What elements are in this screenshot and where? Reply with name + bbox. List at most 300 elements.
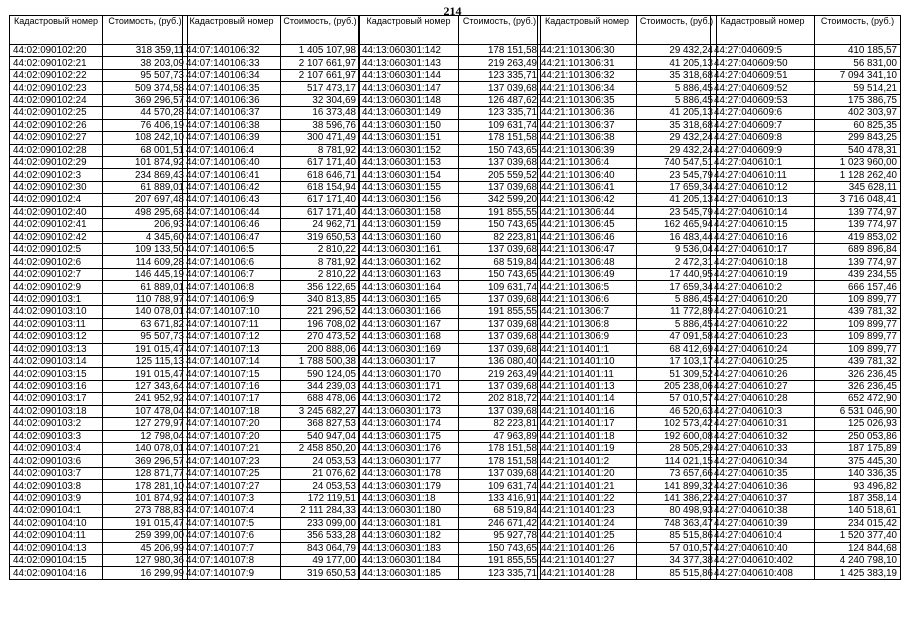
- cost-cell: 207 697,48: [103, 194, 188, 206]
- cadastral-number-cell: 44:02:090103:15: [10, 368, 103, 380]
- table-row: [359, 554, 541, 566]
- table-row: [359, 530, 541, 542]
- cost-cell: 234 015,42: [815, 517, 901, 529]
- table-row: [10, 69, 188, 81]
- table-row: [538, 455, 717, 467]
- cost-cell: 24 053,53: [281, 455, 360, 467]
- cost-cell: 61 889,01: [103, 281, 188, 293]
- cadastral-number-cell: 44:07:140107:9: [183, 567, 281, 579]
- cadastral-number-cell: 44:21:101306:47: [538, 244, 637, 256]
- cadastral-number-cell: 44:21:101401:17: [538, 418, 637, 430]
- cadastral-number-cell: 44:07:140106:47: [183, 231, 281, 243]
- cost-cell: 356 533,28: [281, 530, 360, 542]
- table-row: [711, 107, 901, 119]
- cost-cell: 41 205,13: [637, 194, 717, 206]
- cost-cell: 326 236,45: [815, 368, 901, 380]
- cost-cell: 85 515,86: [637, 530, 717, 542]
- table-row: [183, 455, 360, 467]
- cadastral-number-cell: 44:02:090102:20: [10, 45, 103, 57]
- cadastral-number-cell: 44:13:060301:174: [359, 418, 459, 430]
- table-row: [359, 231, 541, 243]
- table-row: [10, 418, 188, 430]
- cadastral-number-cell: 44:13:060301:180: [359, 505, 459, 517]
- cost-cell: 139 774,97: [815, 206, 901, 218]
- cadastral-number-cell: 44:02:090102:24: [10, 94, 103, 106]
- cost-cell: 326 236,45: [815, 380, 901, 392]
- cadastral-number-cell: 44:02:090104:1: [10, 505, 103, 517]
- cost-cell: 540 947,04: [281, 430, 360, 442]
- cost-cell: 205 238,06: [637, 380, 717, 392]
- cost-cell: 196 708,02: [281, 318, 360, 330]
- cost-cell: 187 175,89: [815, 443, 901, 455]
- cost-cell: 82 223,81: [459, 231, 541, 243]
- cadastral-number-cell: 44:07:140107:16: [183, 380, 281, 392]
- cost-cell: 114 609,28: [103, 256, 188, 268]
- cadastral-number-cell: 44:27:040609:50: [711, 57, 815, 69]
- table-row: [10, 281, 188, 293]
- cadastral-number-cell: 44:13:060301:167: [359, 318, 459, 330]
- cadastral-number-cell: 44:02:090102:29: [10, 156, 103, 168]
- cadastral-number-cell: 44:02:090103:12: [10, 331, 103, 343]
- table-row: [711, 94, 901, 106]
- cadastral-number-cell: 44:27:040610:25: [711, 355, 815, 367]
- table-row: [359, 418, 541, 430]
- cadastral-number-cell: 44:13:060301:168: [359, 331, 459, 343]
- cost-cell: 12 798,04: [103, 430, 188, 442]
- cost-cell: 162 465,94: [637, 219, 717, 231]
- cost-cell: 17 659,34: [637, 281, 717, 293]
- table-row: [10, 343, 188, 355]
- cost-cell: 340 813,85: [281, 293, 360, 305]
- cost-cell: 259 399,00: [103, 530, 188, 542]
- cadastral-number-cell: 44:07:140106:42: [183, 181, 281, 193]
- cadastral-number-cell: 44:07:140107:7: [183, 542, 281, 554]
- table-row: [10, 318, 188, 330]
- cost-cell: 146 445,19: [103, 268, 188, 280]
- table-row: [711, 492, 901, 504]
- cadastral-number-cell: 44:07:140107:13: [183, 343, 281, 355]
- table-row: [538, 156, 717, 168]
- cost-cell: 123 335,71: [459, 567, 541, 579]
- cost-cell: 139 774,97: [815, 256, 901, 268]
- cost-cell: 45 206,99: [103, 542, 188, 554]
- cost-cell: 345 628,11: [815, 181, 901, 193]
- cadastral-number-cell: 44:02:090102:41: [10, 219, 103, 231]
- cost-cell: 3 245 682,27: [281, 405, 360, 417]
- table-row: [538, 318, 717, 330]
- cost-cell: 617 171,40: [281, 194, 360, 206]
- cadastral-number-cell: 44:07:140106:40: [183, 156, 281, 168]
- table-row: [538, 492, 717, 504]
- cadastral-number-cell: 44:21:101306:34: [538, 82, 637, 94]
- table-row: [359, 119, 541, 131]
- table-row: [538, 306, 717, 318]
- table-row: [359, 45, 541, 57]
- table-row: [10, 231, 188, 243]
- table-row: [183, 119, 360, 131]
- cadastral-number-cell: 44:21:101401:20: [538, 467, 637, 479]
- cadastral-number-cell: 44:13:060301:161: [359, 244, 459, 256]
- table-row: [10, 505, 188, 517]
- cost-cell: 140 078,01: [103, 306, 188, 318]
- cost-cell: 16 483,44: [637, 231, 717, 243]
- table-row: [538, 231, 717, 243]
- cadastral-number-cell: 44:27:040610:40: [711, 542, 815, 554]
- table-row: [538, 94, 717, 106]
- cadastral-table-3: [358, 15, 541, 580]
- cost-cell: 11 772,89: [637, 306, 717, 318]
- table-row: [359, 505, 541, 517]
- table-row: [359, 281, 541, 293]
- table-row: [183, 219, 360, 231]
- cost-cell: 150 743,65: [459, 144, 541, 156]
- cadastral-number-cell: 44:27:040610:15: [711, 219, 815, 231]
- cost-cell: 221 296,52: [281, 306, 360, 318]
- cost-cell: 191 855,55: [459, 306, 541, 318]
- cost-cell: 219 263,49: [459, 368, 541, 380]
- cadastral-number-cell: 44:27:040610:33: [711, 443, 815, 455]
- table-row: [183, 144, 360, 156]
- header-cadastral-number: Кадастровый номер: [711, 16, 815, 45]
- cadastral-number-cell: 44:27:040610:34: [711, 455, 815, 467]
- table-row: [183, 256, 360, 268]
- cadastral-number-cell: 44:13:060301:176: [359, 443, 459, 455]
- table-row: [711, 505, 901, 517]
- cadastral-number-cell: 44:21:101401:19: [538, 443, 637, 455]
- table-row: [711, 455, 901, 467]
- cadastral-number-cell: 44:07:140106:5: [183, 244, 281, 256]
- cadastral-number-cell: 44:02:090102:6: [10, 256, 103, 268]
- table-row: [183, 355, 360, 367]
- cadastral-number-cell: 44:07:140107:15: [183, 368, 281, 380]
- cadastral-number-cell: 44:07:140106:44: [183, 206, 281, 218]
- table-row: [359, 293, 541, 305]
- table-row: [10, 107, 188, 119]
- cadastral-number-cell: 44:27:040610:11: [711, 169, 815, 181]
- table-row: [183, 380, 360, 392]
- cadastral-number-cell: 44:27:040610:3: [711, 405, 815, 417]
- cadastral-number-cell: 44:07:140107:20: [183, 418, 281, 430]
- cadastral-number-cell: 44:21:101306:36: [538, 107, 637, 119]
- cost-cell: 35 318,68: [637, 69, 717, 81]
- cost-cell: 137 039,68: [459, 380, 541, 392]
- table-row: [711, 119, 901, 131]
- cost-cell: 17 659,34: [637, 181, 717, 193]
- cost-cell: 748 363,47: [637, 517, 717, 529]
- cadastral-number-cell: 44:13:060301:183: [359, 542, 459, 554]
- cadastral-number-cell: 44:02:090103:2: [10, 418, 103, 430]
- cost-cell: 29 432,24: [637, 132, 717, 144]
- cadastral-number-cell: 44:21:101306:6: [538, 293, 637, 305]
- cadastral-number-cell: 44:07:140106:9: [183, 293, 281, 305]
- cost-cell: 47 963,89: [459, 430, 541, 442]
- table-row: [359, 355, 541, 367]
- table-row: [183, 293, 360, 305]
- cadastral-number-cell: 44:27:040610:18: [711, 256, 815, 268]
- cost-cell: 178 151,58: [459, 132, 541, 144]
- cost-cell: 617 171,40: [281, 156, 360, 168]
- table-row: [359, 169, 541, 181]
- cost-cell: 29 432,24: [637, 144, 717, 156]
- table-row: [10, 380, 188, 392]
- cost-cell: 101 874,92: [103, 492, 188, 504]
- table-row: [711, 480, 901, 492]
- cost-cell: 202 818,72: [459, 393, 541, 405]
- cost-cell: 60 825,35: [815, 119, 901, 131]
- cadastral-number-cell: 44:02:090102:40: [10, 206, 103, 218]
- cost-cell: 109 899,77: [815, 293, 901, 305]
- table-row: [183, 554, 360, 566]
- cadastral-number-cell: 44:13:060301:165: [359, 293, 459, 305]
- cost-cell: 5 886,45: [637, 293, 717, 305]
- cost-cell: 191 015,47: [103, 368, 188, 380]
- table-row: [538, 293, 717, 305]
- table-row: [538, 256, 717, 268]
- cost-cell: 618 646,71: [281, 169, 360, 181]
- cadastral-number-cell: 44:02:090102:22: [10, 69, 103, 81]
- cadastral-number-cell: 44:27:040610:14: [711, 206, 815, 218]
- cadastral-number-cell: 44:27:040609:6: [711, 107, 815, 119]
- cadastral-number-cell: 44:13:060301:170: [359, 368, 459, 380]
- table-row: [538, 467, 717, 479]
- table-row: [10, 467, 188, 479]
- table-row: [10, 331, 188, 343]
- table-row: [538, 542, 717, 554]
- cost-cell: 109 133,50: [103, 244, 188, 256]
- cadastral-number-cell: 44:13:060301:179: [359, 480, 459, 492]
- table-row: [711, 554, 901, 566]
- cadastral-number-cell: 44:07:140106:7: [183, 268, 281, 280]
- cadastral-number-cell: 44:13:060301:160: [359, 231, 459, 243]
- cost-cell: 509 374,58: [103, 82, 188, 94]
- table-row: [359, 132, 541, 144]
- cost-cell: 49 177,00: [281, 554, 360, 566]
- cost-cell: 368 827,53: [281, 418, 360, 430]
- cost-cell: 356 122,65: [281, 281, 360, 293]
- cadastral-number-cell: 44:27:040609:8: [711, 132, 815, 144]
- cost-cell: 344 239,03: [281, 380, 360, 392]
- cadastral-number-cell: 44:21:101401:24: [538, 517, 637, 529]
- table-row: [359, 542, 541, 554]
- cost-cell: 110 788,97: [103, 293, 188, 305]
- table-row: [538, 57, 717, 69]
- table-row: [538, 144, 717, 156]
- cost-cell: 38 596,76: [281, 119, 360, 131]
- cadastral-number-cell: 44:13:060301:158: [359, 206, 459, 218]
- cadastral-number-cell: 44:07:140107:6: [183, 530, 281, 542]
- table-row: [183, 443, 360, 455]
- table-row: [10, 480, 188, 492]
- table-row: [359, 343, 541, 355]
- cadastral-number-cell: 44:02:090103:14: [10, 355, 103, 367]
- cadastral-number-cell: 44:27:040610:402: [711, 554, 815, 566]
- cadastral-number-cell: 44:02:090102:26: [10, 119, 103, 131]
- table-row: [10, 244, 188, 256]
- table-header-row: [538, 16, 717, 45]
- cost-cell: 17 103,17: [637, 355, 717, 367]
- cadastral-number-cell: 44:27:040610:17: [711, 244, 815, 256]
- table-row: [538, 554, 717, 566]
- table-row: [538, 530, 717, 542]
- table-row: [359, 380, 541, 392]
- cadastral-number-cell: 44:21:101306:8: [538, 318, 637, 330]
- cost-cell: 300 471,49: [281, 132, 360, 144]
- cost-cell: 5 886,45: [637, 82, 717, 94]
- cost-cell: 178 281,10: [103, 480, 188, 492]
- cost-cell: 102 573,42: [637, 418, 717, 430]
- cost-cell: 68 519,84: [459, 505, 541, 517]
- cost-cell: 137 039,68: [459, 82, 541, 94]
- table-row: [359, 69, 541, 81]
- cadastral-number-cell: 44:13:060301:143: [359, 57, 459, 69]
- table-row: [711, 194, 901, 206]
- table-row: [711, 567, 901, 579]
- cadastral-number-cell: 44:21:101306:42: [538, 194, 637, 206]
- table-row: [10, 393, 188, 405]
- cadastral-number-cell: 44:02:090103:9: [10, 492, 103, 504]
- cadastral-number-cell: 44:02:090103:13: [10, 343, 103, 355]
- table-row: [711, 82, 901, 94]
- cadastral-number-cell: 44:27:040610:24: [711, 343, 815, 355]
- table-row: [183, 567, 360, 579]
- cadastral-number-cell: 44:02:090104:15: [10, 554, 103, 566]
- cost-cell: 85 515,86: [637, 567, 717, 579]
- cadastral-number-cell: 44:21:101401:2: [538, 455, 637, 467]
- cadastral-number-cell: 44:27:040610:26: [711, 368, 815, 380]
- cadastral-number-cell: 44:27:040609:5: [711, 45, 815, 57]
- cost-cell: 369 296,57: [103, 455, 188, 467]
- table-row: [10, 455, 188, 467]
- cadastral-number-cell: 44:27:040610:4: [711, 530, 815, 542]
- cadastral-number-cell: 44:07:140106:32: [183, 45, 281, 57]
- table-row: [359, 206, 541, 218]
- cadastral-number-cell: 44:21:101306:48: [538, 256, 637, 268]
- table-row: [10, 156, 188, 168]
- cost-cell: 123 335,71: [459, 107, 541, 119]
- cost-cell: 21 076,62: [281, 467, 360, 479]
- table-row: [183, 505, 360, 517]
- table-row: [538, 45, 717, 57]
- cost-cell: 137 039,68: [459, 318, 541, 330]
- cadastral-number-cell: 44:02:090102:42: [10, 231, 103, 243]
- cadastral-number-cell: 44:13:060301:150: [359, 119, 459, 131]
- cadastral-number-cell: 44:27:040609:7: [711, 119, 815, 131]
- cost-cell: 402 303,97: [815, 107, 901, 119]
- cadastral-number-cell: 44:13:060301:175: [359, 430, 459, 442]
- table-row: [538, 405, 717, 417]
- cadastral-number-cell: 44:21:101306:9: [538, 331, 637, 343]
- cost-cell: 61 889,01: [103, 181, 188, 193]
- table-row: [359, 467, 541, 479]
- header-cadastral-number: Кадастровый номер: [183, 16, 281, 45]
- cost-cell: 136 080,40: [459, 355, 541, 367]
- table-row: [183, 45, 360, 57]
- cadastral-number-cell: 44:07:140106:8: [183, 281, 281, 293]
- cadastral-number-cell: 44:07:140106:36: [183, 94, 281, 106]
- table-row: [10, 554, 188, 566]
- cadastral-number-cell: 44:21:101401:1: [538, 343, 637, 355]
- table-row: [538, 517, 717, 529]
- table-row: [711, 181, 901, 193]
- cadastral-number-cell: 44:13:060301:162: [359, 256, 459, 268]
- table-row: [183, 181, 360, 193]
- table-row: [359, 567, 541, 579]
- cadastral-number-cell: 44:02:090103:7: [10, 467, 103, 479]
- table-row: [10, 368, 188, 380]
- table-row: [538, 418, 717, 430]
- table-row: [538, 343, 717, 355]
- table-row: [359, 331, 541, 343]
- cost-cell: 95 927,78: [459, 530, 541, 542]
- cadastral-number-cell: 44:27:040610:12: [711, 181, 815, 193]
- table-row: [711, 331, 901, 343]
- cost-cell: 3 716 048,41: [815, 194, 901, 206]
- cost-cell: 109 899,77: [815, 343, 901, 355]
- cost-cell: 191 855,55: [459, 554, 541, 566]
- cost-cell: 4 240 798,10: [815, 554, 901, 566]
- cadastral-number-cell: 44:21:101306:46: [538, 231, 637, 243]
- cost-cell: 24 962,71: [281, 219, 360, 231]
- table-row: [538, 480, 717, 492]
- cost-cell: 108 242,10: [103, 132, 188, 144]
- cost-cell: 29 432,24: [637, 45, 717, 57]
- cost-cell: 16 299,99: [103, 567, 188, 579]
- cadastral-number-cell: 44:21:101306:40: [538, 169, 637, 181]
- cost-cell: 175 386,75: [815, 94, 901, 106]
- cadastral-number-cell: 44:13:060301:18: [359, 492, 459, 504]
- cost-cell: 140 336,35: [815, 467, 901, 479]
- cost-cell: 123 335,71: [459, 69, 541, 81]
- cadastral-number-cell: 44:02:090103:16: [10, 380, 103, 392]
- cost-cell: 319 650,53: [281, 231, 360, 243]
- cost-cell: 140 518,61: [815, 505, 901, 517]
- cadastral-number-cell: 44:21:101401:18: [538, 430, 637, 442]
- cost-cell: 270 473,52: [281, 331, 360, 343]
- table-row: [711, 355, 901, 367]
- table-row: [10, 567, 188, 579]
- cadastral-number-cell: 44:27:040610:35: [711, 467, 815, 479]
- cadastral-number-cell: 44:02:090103:1: [10, 293, 103, 305]
- cost-cell: 191 015,47: [103, 343, 188, 355]
- table-row: [711, 69, 901, 81]
- cadastral-number-cell: 44:27:040610:37: [711, 492, 815, 504]
- cost-cell: 57 010,57: [637, 393, 717, 405]
- header-cost: Стоимость, (руб.): [103, 16, 188, 45]
- cadastral-number-cell: 44:27:040610:21: [711, 306, 815, 318]
- cost-cell: 114 021,15: [637, 455, 717, 467]
- cost-cell: 219 263,49: [459, 57, 541, 69]
- cost-cell: 192 600,08: [637, 430, 717, 442]
- cadastral-number-cell: 44:13:060301:169: [359, 343, 459, 355]
- table-row: [711, 530, 901, 542]
- cost-cell: 137 039,68: [459, 467, 541, 479]
- cost-cell: 35 318,68: [637, 119, 717, 131]
- cost-cell: 150 743,65: [459, 219, 541, 231]
- cadastral-number-cell: 44:21:101306:39: [538, 144, 637, 156]
- cadastral-number-cell: 44:21:101306:4: [538, 156, 637, 168]
- cost-cell: 187 358,14: [815, 492, 901, 504]
- cost-cell: 410 185,57: [815, 45, 901, 57]
- cost-cell: 137 039,68: [459, 331, 541, 343]
- table-row: [711, 393, 901, 405]
- cost-cell: 137 039,68: [459, 244, 541, 256]
- cadastral-number-cell: 44:21:101401:21: [538, 480, 637, 492]
- cadastral-number-cell: 44:13:060301:182: [359, 530, 459, 542]
- cadastral-number-cell: 44:27:040610:20: [711, 293, 815, 305]
- cadastral-number-cell: 44:13:060301:17: [359, 355, 459, 367]
- cadastral-number-cell: 44:07:140106:34: [183, 69, 281, 81]
- cadastral-number-cell: 44:02:090103:6: [10, 455, 103, 467]
